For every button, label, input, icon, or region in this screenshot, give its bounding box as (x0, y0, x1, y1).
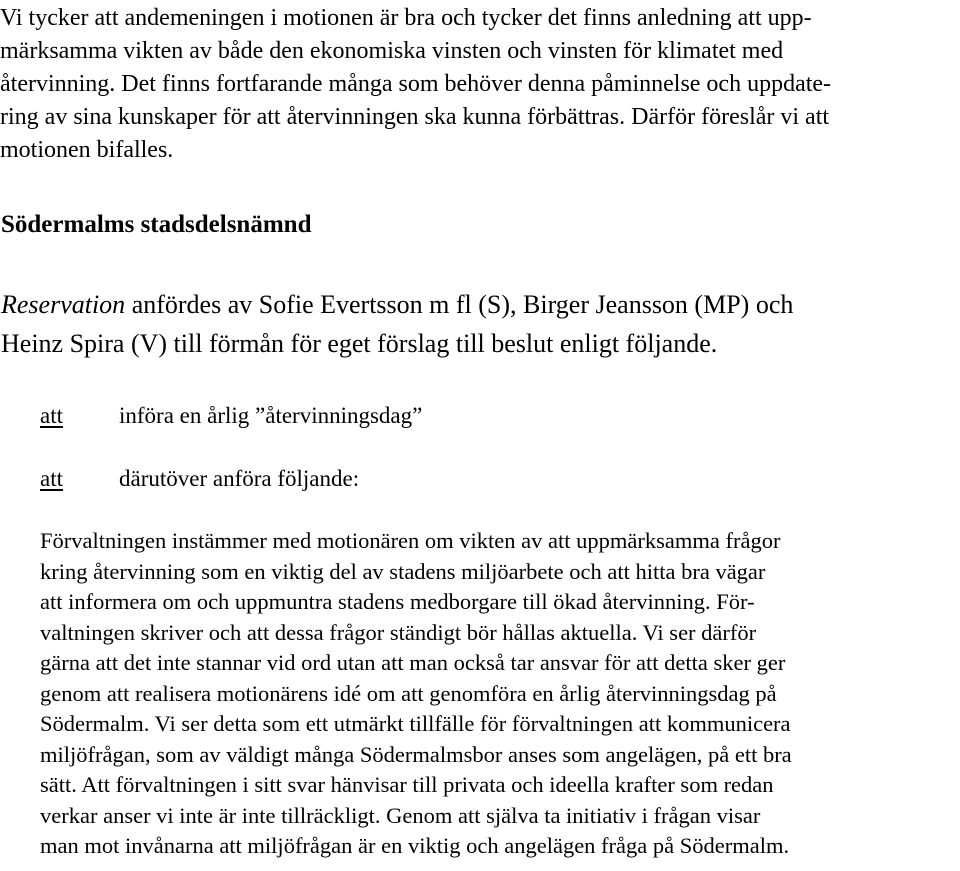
body-line: man mot invånarna att miljöfrågan är en viktig och angelägen fråga på Södermalm. (40, 833, 790, 858)
reservation-line-1-rest: anfördes av Sofie Evertsson m fl (S), Birger Jeansson (MP) och (125, 290, 794, 319)
intro-line: ring av sina kunskaper för att återvinningen ska kunna förbättras. Därför föreslår vi att (0, 104, 830, 130)
intro-paragraph (0, 2, 930, 167)
reservation-keyword: Reservation (1, 290, 126, 319)
intro-line: märksamma vikten av både den ekonomiska vinsten och vinsten för klimatet med (0, 38, 784, 64)
body-line: Södermalm. Vi ser detta som ett utmärkt tillfälle för förvaltningen att kommunicera (40, 711, 791, 736)
body-line: sätt. Att förvaltningen i sitt svar hänvisar till privata och ideella krafter som redan (40, 772, 774, 797)
decision-text: införa en årlig ”återvinningsdag” (119, 403, 423, 428)
body-line: verkar anser vi inte är inte tillräckligt. Genom att själva ta initiativ i frågan visar (40, 802, 761, 828)
body-line: kring återvinning som en viktig del av stadens miljöarbete och att hitta bra vägar (40, 558, 766, 584)
decision-marker: att (40, 403, 63, 428)
intro-line: motionen bifalles. (0, 137, 174, 163)
reservation-line-1 (1, 285, 793, 324)
section-heading: Södermalms stadsdelsnämnd (1, 211, 312, 238)
intro-line: Vi tycker att andemeningen i motionen är bra och tycker det finns anledning att upp- (0, 5, 812, 31)
intro-line: återvinning. Det finns fortfarande många som behöver denna påminnelse och uppdate- (0, 71, 832, 97)
decision-text: därutöver anföra följande: (119, 466, 360, 491)
body-line: att informera om och uppmuntra stadens medborgare till ökad återvinning. För- (40, 589, 755, 614)
body-paragraph (40, 526, 955, 862)
decision-marker: att (40, 466, 63, 491)
body-line: valtningen skriver och att dessa frågor ständigt bör hållas aktuella. Vi ser därför (40, 619, 757, 645)
body-line: gärna att det inte stannar vid ord utan att man också tar ansvar för att detta sker ger (40, 650, 786, 675)
reservation-line-2: Heinz Spira (V) till förmån för eget förslag till beslut enligt följande. (1, 329, 718, 358)
body-line: genom att realisera motionärens idé om att genomföra en årlig återvinningsdag på (40, 680, 777, 706)
body-line: Förvaltningen instämmer med motionären om vikten av att uppmärksamma frågor (40, 528, 781, 553)
body-line: miljöfrågan, som av väldigt många Södermalmsbor anses som angelägen, på ett bra (40, 741, 792, 767)
reservation-paragraph (1, 285, 793, 363)
